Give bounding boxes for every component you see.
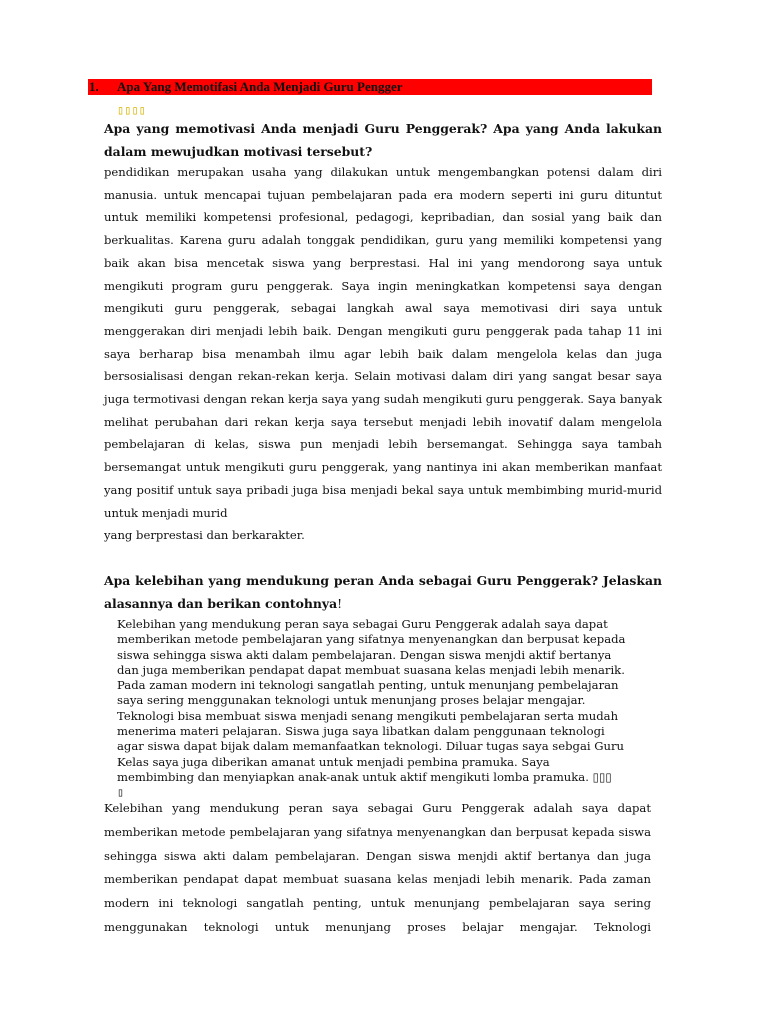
section-title: Apa Yang Memotifasi Anda Menjadi Guru Pengger xyxy=(117,79,403,94)
boxed-line: saya sering menggunakan teknologi untuk menunjang proses belajar mengajar. xyxy=(117,693,586,708)
question-1-answer xyxy=(104,161,662,547)
boxed-line: ▯ xyxy=(117,785,124,800)
missing-glyph-row: ▯▯▯▯ xyxy=(117,103,146,117)
question-1-answer-last-line: yang berprestasi dan berkarakter. xyxy=(104,528,305,543)
boxed-line: siswa sehingga siswa akti dalam pembelajaran. Dengan siswa menjdi aktif bertanya xyxy=(117,647,612,662)
boxed-line: Teknologi bisa membuat siswa menjadi senang mengikuti pembelajaran serta mudah xyxy=(117,708,619,723)
question-2-text-main: Apa kelebihan yang mendukung peran Anda sebagai Guru Penggerak? Jelaskan alasannya dan berikan contohnya xyxy=(104,573,662,611)
boxed-line: memberikan metode pembelajaran yang sifatnya menyenangkan dan berpusat kepada xyxy=(117,632,626,647)
boxed-line: Pada zaman modern ini teknologi sangatlah penting, untuk menunjang pembelajaran xyxy=(117,678,619,693)
boxed-line: agar siswa dapat bijak dalam memanfaatkan teknologi. Diluar tugas saya sebgai Guru xyxy=(117,739,624,754)
section-number: 1. xyxy=(89,79,99,94)
question-1-block xyxy=(104,117,662,547)
question-2-text-end: ! xyxy=(337,596,343,611)
question-2-answer: Kelebihan yang mendukung peran saya sebagai Guru Penggerak adalah saya dapat memberikan metode pembelajaran yang sifatnya menyenangkan dan berpusat kepada siswa sehingga siswa akti dalam pembelajaran. Dengan siswa menjdi aktif bertanya dan juga memberikan pendapat dapat membuat suasana kelas menjadi lebih menarik. Pada zaman modern ini teknologi sangatlah penting, untuk menunjang pembelajaran saya sering menggunakan teknologi untuk menunjang proses belajar mengajar. Teknologi xyxy=(104,801,651,934)
boxed-line: membimbing dan menyiapkan anak-anak untuk aktif mengikuti lomba pramuka. ▯▯▯ xyxy=(117,769,612,784)
boxed-line: menerima materi pelajaran. Siswa juga saya libatkan dalam penggunaan teknologi xyxy=(117,724,605,739)
boxed-line: Kelebihan yang mendukung peran saya sebagai Guru Penggerak adalah saya dapat xyxy=(117,617,608,631)
question-1-text: Apa yang memotivasi Anda menjadi Guru Penggerak? Apa yang Anda lakukan dalam mewujudkan motivasi tersebut? xyxy=(104,121,662,159)
boxed-line: Kelas saya juga diberikan amanat untuk menjadi pembina pramuka. Saya xyxy=(117,754,550,769)
question-2-text xyxy=(104,569,662,615)
question-1-answer-body: pendidikan merupakan usaha yang dilakukan untuk mengembangkan potensi dalam diri manusia. untuk mencapai tujuan pembelajaran pada era modern seperti ini guru dituntut untuk memiliki kompetensi profesional, pedagogi, kepribadian, dan sosial yang baik dan berkualitas. Karena guru adalah tonggak pendidikan, guru yang memiliki kompetensi yang baik akan bisa mencetak siswa yang berprestasi. Hal ini yang mendorong saya untuk mengikuti program guru penggerak. Saya ingin meningkatkan kompetensi saya dengan mengikuti guru penggerak, sebagai langkah awal saya memotivasi diri saya untuk menggerakan diri menjadi lebih baik. Dengan mengikuti guru penggerak pada tahap 11 ini saya berharap bisa menambah ilmu agar lebih baik dalam mengelola kelas dan juga bersosialisasi dengan rekan-rekan kerja. Selain motivasi dalam diri yang sangat besar saya juga termotivasi dengan rekan kerja saya yang sudah mengikuti guru penggerak. Saya banyak melihat perubahan dari rekan kerja saya tersebut menjadi lebih inovatif dalam mengelola pembelajaran di kelas, siswa pun menjadi lebih bersemangat. Sehingga saya tambah bersemangat untuk mengikuti guru penggerak, yang nantinya ini akan memberikan manfaat yang positif untuk saya pribadi juga bisa menjadi bekal saya untuk membimbing murid-murid untuk menjadi murid xyxy=(104,165,662,520)
question-2-block xyxy=(104,569,662,615)
question-2-boxed-answer xyxy=(117,617,657,801)
boxed-line: dan juga memberikan pendapat dapat membuat suasana kelas menjadi lebih menarik. xyxy=(117,662,625,677)
